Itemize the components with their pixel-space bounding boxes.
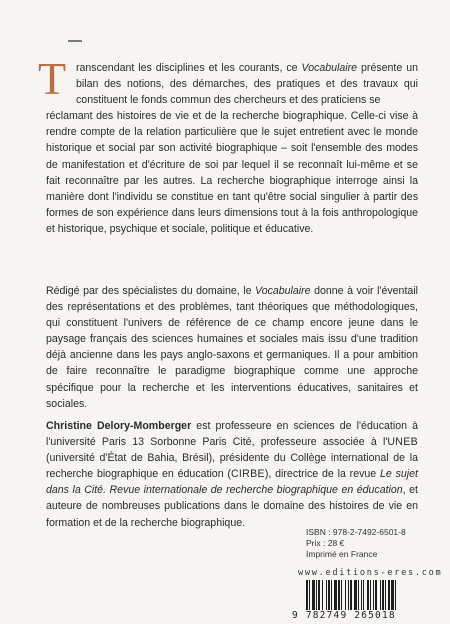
bio-part4: , et auteure de nombreuses publications dans le domaine des histoires de vie en formation et de la recherche biographique. — [46, 484, 418, 529]
p2-start: Rédigé par des spécialistes du domaine, le — [46, 285, 256, 297]
author-bio — [46, 418, 418, 531]
second-paragraph — [46, 283, 418, 412]
printed-in: Imprimé en France — [306, 549, 378, 559]
intro-first-lines — [38, 53, 418, 108]
bio-cirbe: CIRBE — [230, 468, 265, 481]
barcode-group2: 265018 — [354, 610, 396, 621]
drop-cap: T — [38, 53, 67, 104]
bio-part1: est professeure en sciences de l'éducation à l'université Paris 13 Sorbonne Paris Cité, professeure associée à l' — [46, 420, 418, 449]
bio-part3: ), directrice de la revue — [264, 468, 380, 481]
book-title-italic: Vocabulaire — [301, 62, 358, 74]
isbn-block — [306, 527, 426, 560]
author-name: Christine Delory-Momberger — [46, 420, 192, 432]
decorative-rule — [68, 40, 82, 42]
barcode-digits — [292, 610, 428, 621]
intro-paragraph — [38, 53, 418, 237]
isbn: ISBN : 978-2-7492-6501-8 — [306, 527, 406, 537]
publisher-website: www.editions-eres.com — [298, 568, 443, 578]
p2-title-italic: Vocabulaire — [255, 285, 311, 297]
p2-rest: donne à voir l'éventail des représentations et des problèmes, tant théoriques que méthodologiques, qui constituent l'univers de référence de ce champ encore jeune dans le paysage français des sciences humaines et sociales mais issu d'une tradition déjà ancienne dans les pays anglo-saxons et germaniques. Il a pour ambition de faire reconnaître le paradigme biographique comme une approche spécifique pour la recherche et les interventions éducatives, sanitaires et sociales. — [46, 285, 418, 410]
intro-line1-text: ranscendant les disciplines et les courants, ce — [76, 62, 302, 74]
intro-line3: constituent le fonds commun des chercheurs et des praticiens se — [76, 94, 381, 107]
barcode-lead: 9 — [292, 610, 299, 621]
bio-part2: (université d'État de Bahia, Brésil), présidente du Collège international de la recherche biographique en éducation ( — [46, 452, 418, 481]
price: Prix : 28 € — [306, 538, 345, 548]
journal-title: Le sujet dans la Cité. Revue internationale de recherche biographique en éducation — [46, 468, 418, 497]
barcode-group1: 782749 — [305, 610, 348, 621]
bio-uneb: UNEB — [387, 436, 418, 449]
intro-line2: bilan des notions, des démarches, des pratiques et des travaux qui — [76, 78, 418, 91]
intro-rest: réclamant des histoires de vie et de la recherche biographique. Celle-ci vise à rendre compte de la relation particulière que le sujet entretient avec le monde historique et social par son activité biographique – soit l'ensemble des modes de manifestation et d'écriture de soi par lequel il se reconnaît lui-même et se fait reconnaître par les autres. La recherche biographique interroge ainsi la manière dont l'individu se constitue en tant qu'être social singulier à partir des formes de son expérience dans leurs dimensions tout à la fois anthropologique et historique, psychique et sociale, politique et éducative. — [46, 110, 418, 235]
intro-line1-end: présente un — [357, 62, 418, 74]
